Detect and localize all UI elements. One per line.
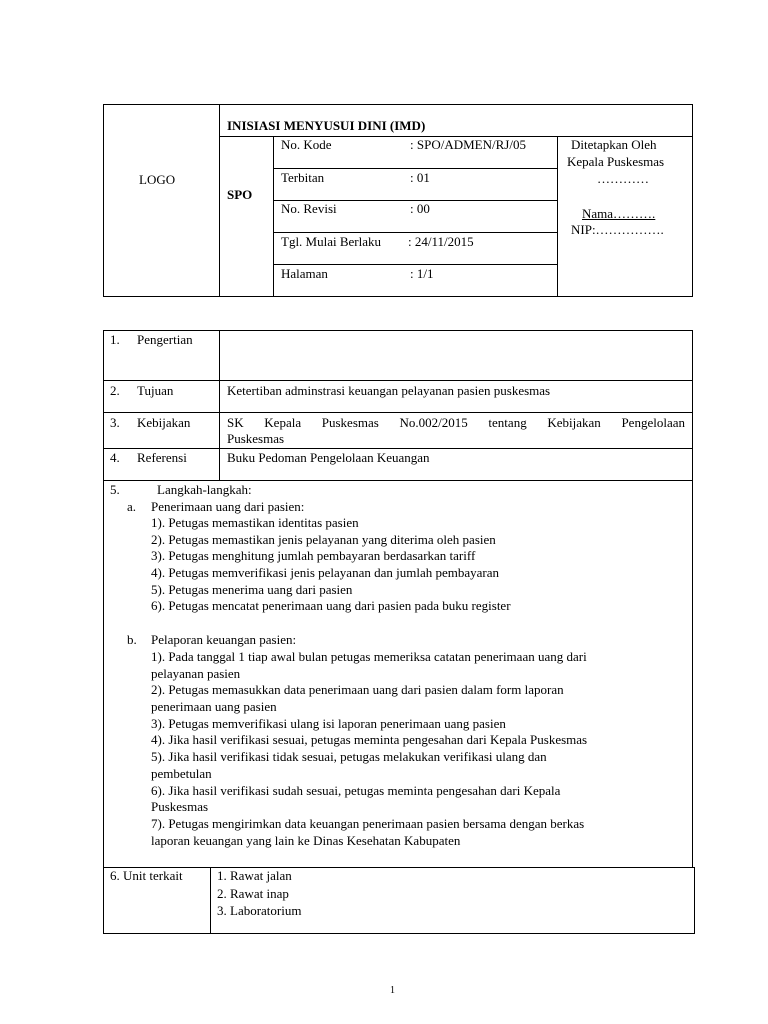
list-item: pembetulan [151,765,212,781]
start-date-label: Tgl. Mulai Berlaku [281,234,382,249]
subsection-a-title: Penerimaan uang dari pasien: [151,499,305,514]
list-item: laporan keuangan yang lain ke Dinas Kesehatan Kabupaten [151,832,461,848]
list-item: 5). Petugas menerima uang dari pasien [151,581,353,597]
list-item: Puskesmas [151,799,209,815]
edition-label: Terbitan [281,170,325,185]
section-1-label: Pengertian [137,332,193,347]
revision-label: No. Revisi [281,201,337,216]
section-4-label: Referensi [137,450,187,465]
list-item: 4). Petugas memverifikasi jenis pelayanan dan jumlah pembayaran [151,565,499,581]
logo-placeholder: LOGO [139,172,176,187]
approval-title: Ditetapkan Oleh [571,137,657,152]
subsection-a-list [151,515,511,615]
page-value: : 1/1 [410,266,434,281]
list-item: pelayanan pasien [151,665,241,681]
page-label: Halaman [281,266,328,281]
unit-table [103,867,695,934]
subsection-b-title: Pelaporan keuangan pasien: [151,632,297,647]
list-item: 5). Jika hasil verifikasi tidak sesuai, petugas melakukan verifikasi ulang dan [151,749,547,765]
list-marker-a: a. [127,499,137,514]
section-3-number: 3. [110,415,120,430]
edition-value: : 01 [410,170,430,185]
section-3-label: Kebijakan [137,415,191,430]
list-item: 3. Laboratorium [217,903,302,918]
approval-nip: NIP:……………. [571,222,664,237]
code-label: No. Kode [281,137,332,152]
page-number: 1 [390,985,395,996]
list-item: 1. Rawat jalan [217,868,292,883]
section-5-number: 5. [110,482,120,497]
section-2-label: Tujuan [137,383,174,398]
section-2-content: Ketertiban adminstrasi keuangan pelayanan pasien puskesmas [227,383,551,398]
start-date-value: : 24/11/2015 [408,234,474,249]
list-item: penerimaan uang pasien [151,699,277,715]
section-2-number: 2. [110,383,120,398]
list-item: 1). Petugas memastikan identitas pasien [151,515,359,530]
spo-label: SPO [227,187,253,202]
document-title: INISIASI MENYUSUI DINI (IMD) [227,118,426,133]
section-4-content: Buku Pedoman Pengelolaan Keuangan [227,450,430,465]
list-item: 2. Rawat inap [217,885,289,901]
approval-position: Kepala Puskesmas [567,154,665,169]
revision-value: : 00 [410,201,430,216]
list-item: 2). Petugas memasukkan data penerimaan uang dari pasien dalam form laporan [151,682,564,698]
list-item: 6). Jika hasil verifikasi sudah sesuai, petugas meminta pengesahan dari Kepala [151,782,561,798]
unit-list [217,867,301,920]
section-4-number: 4. [110,450,120,465]
list-marker-b: b. [127,632,137,647]
list-item: 4). Jika hasil verifikasi sesuai, petugas meminta pengesahan dari Kepala Puskesmas [151,732,588,748]
subsection-b-list [151,649,587,849]
code-value: : SPO/ADMEN/RJ/05 [410,137,526,152]
section-6-label: 6. Unit terkait [110,868,183,883]
section-1-number: 1. [110,332,120,347]
approval-name: Nama………. [582,206,656,221]
section-5-label: Langkah-langkah: [157,482,252,497]
section-3-content-line1: SK Kepala Puskesmas No.002/2015 tentang Kebijakan Pengelolaan [227,415,685,430]
list-item: 7). Petugas mengirimkan data keuangan penerimaan pasien bersama dengan berkas [151,815,585,831]
list-item: 2). Petugas memastikan jenis pelayanan yang diterima oleh pasien [151,531,496,547]
list-item: 3). Petugas menghitung jumlah pembayaran berdasarkan tariff [151,548,476,564]
list-item: 3). Petugas memverifikasi ulang isi laporan penerimaan uang pasien [151,715,506,731]
section-3-content-line2: Puskesmas [227,431,285,446]
approval-dots: ………… [597,171,649,186]
list-item: 6). Petugas mencatat penerimaan uang dari pasien pada buku register [151,598,511,614]
list-item: 1). Pada tanggal 1 tiap awal bulan petugas memeriksa catatan penerimaan uang dari [151,649,587,664]
